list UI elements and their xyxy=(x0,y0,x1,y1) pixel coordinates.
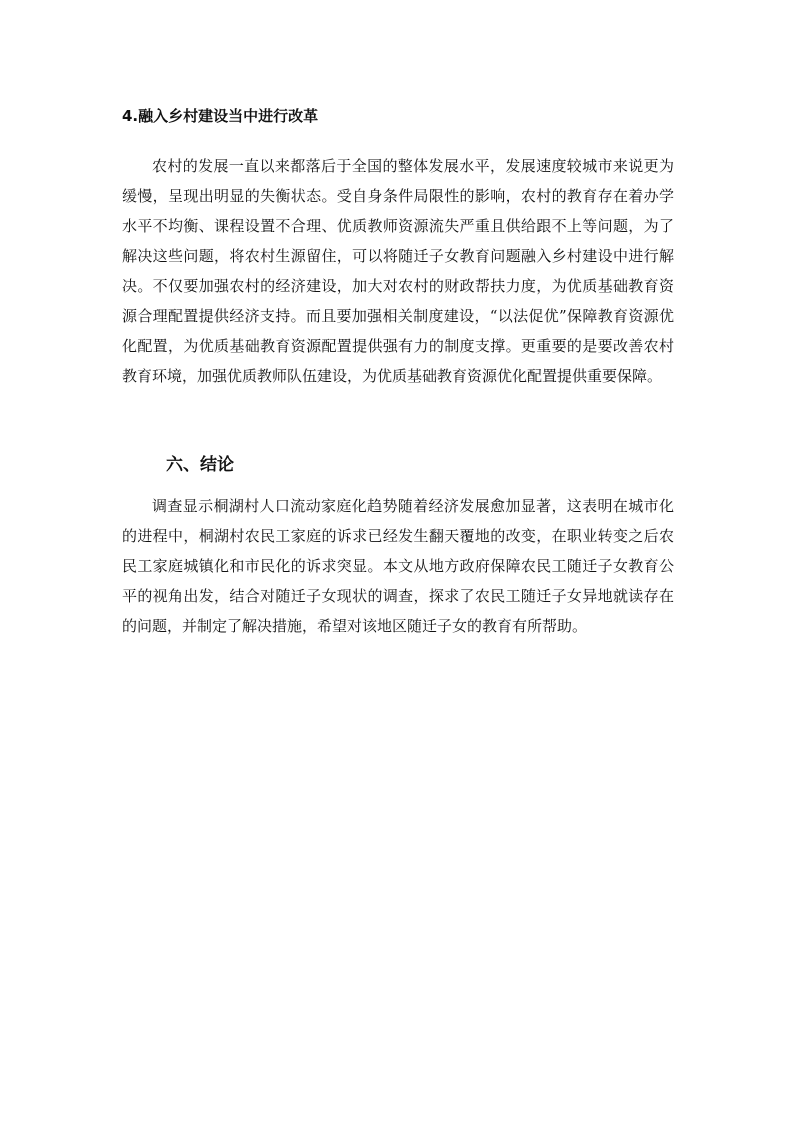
conclusion-paragraph: 调查显示桐湖村人口流动家庭化趋势随着经济发展愈加显著，这表明在城市化的进程中，桐湖村农民工家庭的诉求已经发生翻天覆地的改变，在职业转变之后农民工家庭城镇化和市民化的诉求突显。本文从地方政府保障农民工随迁子女教育公平的视角出发，结合对随迁子女现状的调查，探求了农民工随迁子女异地就读存在的问题，并制定了解决措施，希望对该地区随迁子女的教育有所帮助。 xyxy=(122,497,674,635)
section-4-heading: 4.融入乡村建设当中进行改革 xyxy=(122,107,319,125)
conclusion-heading: 六、结论 xyxy=(166,455,234,475)
section-4-paragraph: 农村的发展一直以来都落后于全国的整体发展水平，发展速度较城市来说更为缓慢，呈现出明显的失衡状态。受自身条件局限性的影响，农村的教育存在着办学水平不均衡、课程设置不合理、优质教师资源流失严重且供给跟不上等问题，为了解决这些问题，将农村生源留住，可以将随迁子女教育问题融入乡村建设中进行解决。不仅要加强农村的经济建设，加大对农村的财政帮扶力度，为优质基础教育资源合理配置提供经济支持。而且要加强相关制度建设，“以法促优”保障教育资源优化配置，为优质基础教育资源配置提供强有力的制度支撑。更重要的是要改善农村教育环境，加强优质教师队伍建设，为优质基础教育资源优化配置提供重要保障。 xyxy=(122,157,674,385)
